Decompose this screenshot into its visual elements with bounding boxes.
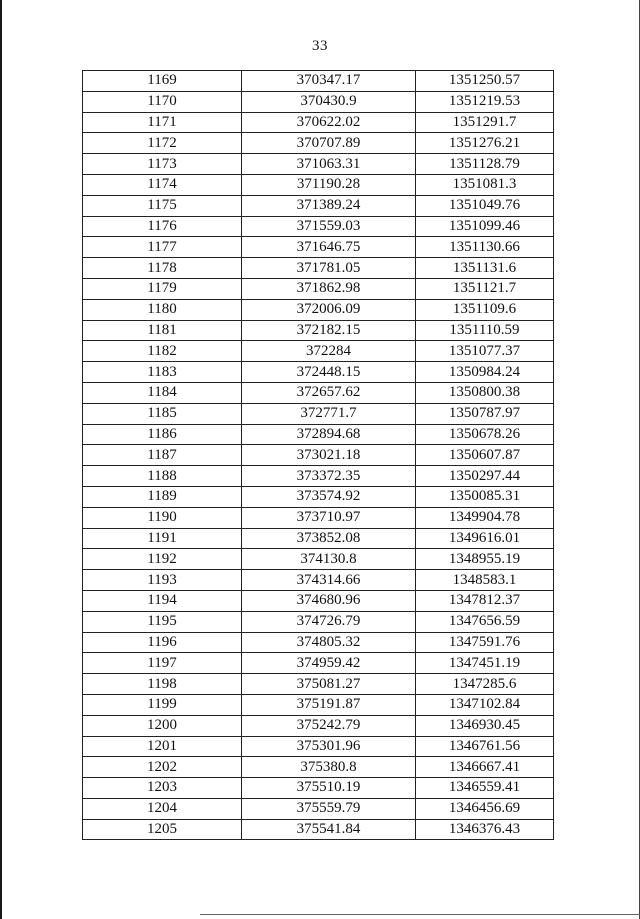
table-row xyxy=(83,486,554,507)
y-coordinate-cell: 1346559.41 xyxy=(416,778,554,799)
point-number-cell: 1189 xyxy=(83,486,242,507)
point-number-cell: 1201 xyxy=(83,736,242,757)
table-row xyxy=(83,674,554,695)
table-row xyxy=(83,91,554,112)
table-row xyxy=(83,154,554,175)
y-coordinate-cell: 1348955.19 xyxy=(416,549,554,570)
table-row xyxy=(83,133,554,154)
point-number-cell: 1181 xyxy=(83,320,242,341)
table-row xyxy=(83,590,554,611)
y-coordinate-cell: 1347285.6 xyxy=(416,674,554,695)
y-coordinate-cell: 1350678.26 xyxy=(416,424,554,445)
table-row xyxy=(83,694,554,715)
x-coordinate-cell: 372771.7 xyxy=(242,403,416,424)
x-coordinate-cell: 372657.62 xyxy=(242,382,416,403)
point-number-cell: 1191 xyxy=(83,528,242,549)
point-number-cell: 1192 xyxy=(83,549,242,570)
y-coordinate-cell: 1348583.1 xyxy=(416,570,554,591)
point-number-cell: 1175 xyxy=(83,195,242,216)
x-coordinate-cell: 373852.08 xyxy=(242,528,416,549)
point-number-cell: 1182 xyxy=(83,341,242,362)
point-number-cell: 1205 xyxy=(83,819,242,840)
x-coordinate-cell: 374726.79 xyxy=(242,611,416,632)
y-coordinate-cell: 1350607.87 xyxy=(416,445,554,466)
table-row xyxy=(83,216,554,237)
point-number-cell: 1184 xyxy=(83,382,242,403)
table-row xyxy=(83,258,554,279)
x-coordinate-cell: 372894.68 xyxy=(242,424,416,445)
y-coordinate-cell: 1351081.3 xyxy=(416,174,554,195)
x-coordinate-cell: 371559.03 xyxy=(242,216,416,237)
point-number-cell: 1197 xyxy=(83,653,242,674)
y-coordinate-cell: 1346376.43 xyxy=(416,819,554,840)
coordinate-table xyxy=(82,70,554,840)
y-coordinate-cell: 1346456.69 xyxy=(416,798,554,819)
table-row xyxy=(83,757,554,778)
x-coordinate-cell: 372448.15 xyxy=(242,362,416,383)
y-coordinate-cell: 1350984.24 xyxy=(416,362,554,383)
page-edge-left xyxy=(0,0,2,919)
x-coordinate-cell: 371862.98 xyxy=(242,278,416,299)
point-number-cell: 1178 xyxy=(83,258,242,279)
x-coordinate-cell: 374959.42 xyxy=(242,653,416,674)
y-coordinate-cell: 1350787.97 xyxy=(416,403,554,424)
point-number-cell: 1188 xyxy=(83,466,242,487)
point-number-cell: 1180 xyxy=(83,299,242,320)
point-number-cell: 1170 xyxy=(83,91,242,112)
point-number-cell: 1185 xyxy=(83,403,242,424)
table-row xyxy=(83,174,554,195)
y-coordinate-cell: 1351099.46 xyxy=(416,216,554,237)
table-row xyxy=(83,549,554,570)
point-number-cell: 1195 xyxy=(83,611,242,632)
y-coordinate-cell: 1349616.01 xyxy=(416,528,554,549)
point-number-cell: 1204 xyxy=(83,798,242,819)
y-coordinate-cell: 1350297.44 xyxy=(416,466,554,487)
x-coordinate-cell: 374130.8 xyxy=(242,549,416,570)
page-bottom-rule xyxy=(200,914,640,915)
table-row xyxy=(83,528,554,549)
y-coordinate-cell: 1351049.76 xyxy=(416,195,554,216)
coordinate-table-body xyxy=(83,71,554,840)
x-coordinate-cell: 371646.75 xyxy=(242,237,416,258)
y-coordinate-cell: 1349904.78 xyxy=(416,507,554,528)
point-number-cell: 1177 xyxy=(83,237,242,258)
x-coordinate-cell: 375380.8 xyxy=(242,757,416,778)
x-coordinate-cell: 375510.19 xyxy=(242,778,416,799)
table-row xyxy=(83,570,554,591)
y-coordinate-cell: 1347812.37 xyxy=(416,590,554,611)
x-coordinate-cell: 373021.18 xyxy=(242,445,416,466)
x-coordinate-cell: 370622.02 xyxy=(242,112,416,133)
y-coordinate-cell: 1351291.7 xyxy=(416,112,554,133)
point-number-cell: 1193 xyxy=(83,570,242,591)
x-coordinate-cell: 375541.84 xyxy=(242,819,416,840)
table-row xyxy=(83,403,554,424)
x-coordinate-cell: 373574.92 xyxy=(242,486,416,507)
y-coordinate-cell: 1347451.19 xyxy=(416,653,554,674)
point-number-cell: 1183 xyxy=(83,362,242,383)
table-row xyxy=(83,278,554,299)
table-row xyxy=(83,611,554,632)
x-coordinate-cell: 373710.97 xyxy=(242,507,416,528)
x-coordinate-cell: 371190.28 xyxy=(242,174,416,195)
table-row xyxy=(83,237,554,258)
point-number-cell: 1190 xyxy=(83,507,242,528)
table-row xyxy=(83,736,554,757)
table-row xyxy=(83,112,554,133)
point-number-cell: 1199 xyxy=(83,694,242,715)
table-row xyxy=(83,299,554,320)
point-number-cell: 1169 xyxy=(83,71,242,92)
table-row xyxy=(83,424,554,445)
table-row xyxy=(83,341,554,362)
point-number-cell: 1179 xyxy=(83,278,242,299)
x-coordinate-cell: 375242.79 xyxy=(242,715,416,736)
table-row xyxy=(83,798,554,819)
y-coordinate-cell: 1347656.59 xyxy=(416,611,554,632)
y-coordinate-cell: 1346930.45 xyxy=(416,715,554,736)
x-coordinate-cell: 372006.09 xyxy=(242,299,416,320)
table-row xyxy=(83,71,554,92)
table-row xyxy=(83,632,554,653)
y-coordinate-cell: 1350085.31 xyxy=(416,486,554,507)
table-row xyxy=(83,778,554,799)
x-coordinate-cell: 375191.87 xyxy=(242,694,416,715)
y-coordinate-cell: 1351219.53 xyxy=(416,91,554,112)
table-row xyxy=(83,445,554,466)
point-number-cell: 1172 xyxy=(83,133,242,154)
y-coordinate-cell: 1347591.76 xyxy=(416,632,554,653)
y-coordinate-cell: 1351276.21 xyxy=(416,133,554,154)
y-coordinate-cell: 1351110.59 xyxy=(416,320,554,341)
y-coordinate-cell: 1351128.79 xyxy=(416,154,554,175)
x-coordinate-cell: 375301.96 xyxy=(242,736,416,757)
x-coordinate-cell: 374680.96 xyxy=(242,590,416,611)
table-row xyxy=(83,715,554,736)
point-number-cell: 1196 xyxy=(83,632,242,653)
y-coordinate-cell: 1351121.7 xyxy=(416,278,554,299)
y-coordinate-cell: 1347102.84 xyxy=(416,694,554,715)
y-coordinate-cell: 1350800.38 xyxy=(416,382,554,403)
y-coordinate-cell: 1351077.37 xyxy=(416,341,554,362)
x-coordinate-cell: 370347.17 xyxy=(242,71,416,92)
x-coordinate-cell: 370707.89 xyxy=(242,133,416,154)
y-coordinate-cell: 1346667.41 xyxy=(416,757,554,778)
point-number-cell: 1198 xyxy=(83,674,242,695)
point-number-cell: 1186 xyxy=(83,424,242,445)
x-coordinate-cell: 375559.79 xyxy=(242,798,416,819)
x-coordinate-cell: 372284 xyxy=(242,341,416,362)
point-number-cell: 1203 xyxy=(83,778,242,799)
y-coordinate-cell: 1351131.6 xyxy=(416,258,554,279)
y-coordinate-cell: 1351250.57 xyxy=(416,71,554,92)
y-coordinate-cell: 1351109.6 xyxy=(416,299,554,320)
x-coordinate-cell: 371389.24 xyxy=(242,195,416,216)
x-coordinate-cell: 374805.32 xyxy=(242,632,416,653)
point-number-cell: 1171 xyxy=(83,112,242,133)
x-coordinate-cell: 371781.05 xyxy=(242,258,416,279)
page-number: 33 xyxy=(312,38,328,54)
table-row xyxy=(83,195,554,216)
point-number-cell: 1187 xyxy=(83,445,242,466)
x-coordinate-cell: 370430.9 xyxy=(242,91,416,112)
x-coordinate-cell: 375081.27 xyxy=(242,674,416,695)
table-row xyxy=(83,507,554,528)
table-row xyxy=(83,320,554,341)
point-number-cell: 1194 xyxy=(83,590,242,611)
point-number-cell: 1200 xyxy=(83,715,242,736)
x-coordinate-cell: 372182.15 xyxy=(242,320,416,341)
table-row xyxy=(83,819,554,840)
table-row xyxy=(83,653,554,674)
point-number-cell: 1174 xyxy=(83,174,242,195)
x-coordinate-cell: 374314.66 xyxy=(242,570,416,591)
x-coordinate-cell: 373372.35 xyxy=(242,466,416,487)
y-coordinate-cell: 1346761.56 xyxy=(416,736,554,757)
table-row xyxy=(83,362,554,383)
y-coordinate-cell: 1351130.66 xyxy=(416,237,554,258)
table-row xyxy=(83,466,554,487)
x-coordinate-cell: 371063.31 xyxy=(242,154,416,175)
point-number-cell: 1173 xyxy=(83,154,242,175)
point-number-cell: 1202 xyxy=(83,757,242,778)
table-row xyxy=(83,382,554,403)
point-number-cell: 1176 xyxy=(83,216,242,237)
